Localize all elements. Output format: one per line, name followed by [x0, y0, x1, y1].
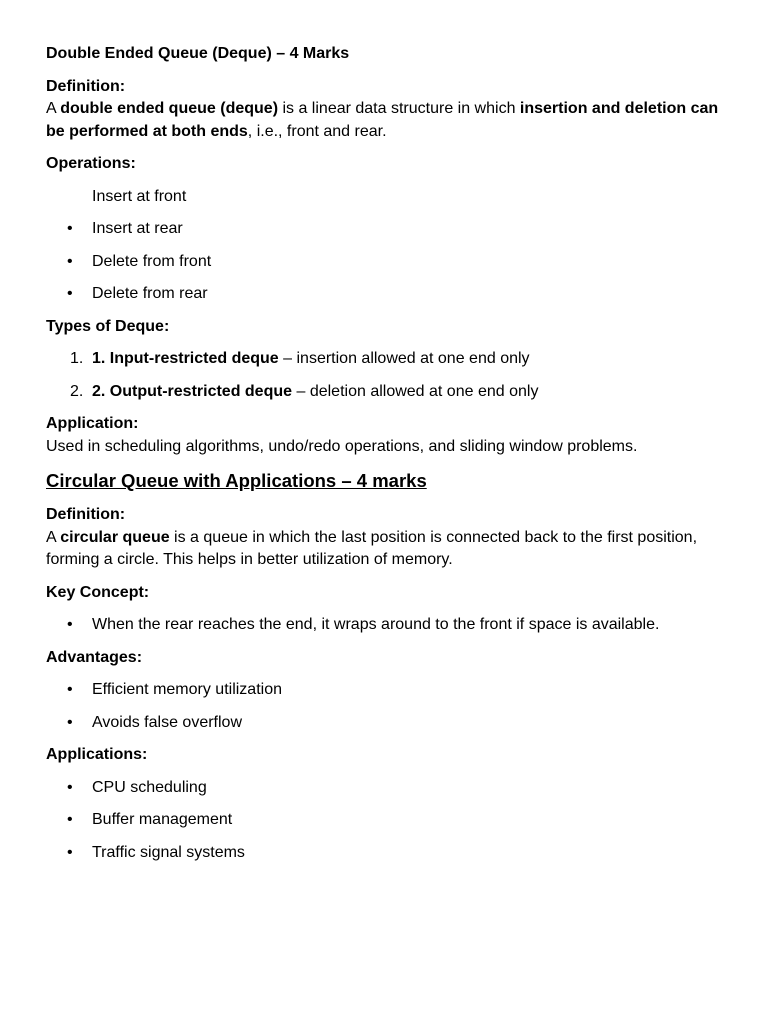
list-item: • Delete from front [46, 251, 728, 274]
deque-title: Double Ended Queue (Deque) – 4 Marks [46, 45, 350, 62]
deque-application-text: Used in scheduling algorithms, undo/redo operations, and sliding window problems. [46, 437, 638, 455]
deque-application-label: Application: [46, 415, 139, 432]
bullet-icon: • [67, 811, 73, 828]
bullet-icon: • [67, 285, 73, 302]
bullet-icon: • [67, 778, 73, 796]
circular-definition-text: A circular queue is a queue in which the last position is connected back to the first position, forming a circle. This helps in better utilization of memory. [46, 528, 698, 568]
list-item: • Avoids false overflow [46, 712, 728, 735]
deque-types-label: Types of Deque: [46, 317, 170, 335]
bullet-icon: • [67, 843, 73, 861]
list-item: 2. 2. Output-restricted deque – deletion allowed at one end only [70, 382, 539, 400]
circular-advantages-list [46, 679, 728, 734]
list-item: Insert at front [92, 187, 187, 205]
bullet-icon: • [67, 220, 73, 237]
bullet-icon: • [67, 252, 73, 270]
list-item: • Buffer management [46, 809, 728, 832]
list-item: • Insert at rear [46, 218, 728, 241]
circular-advantages-label: Advantages: [46, 648, 143, 666]
deque-types-list [46, 348, 728, 403]
list-item: • Traffic signal systems [46, 842, 728, 865]
bullet-icon: • [67, 713, 73, 731]
list-item: • Efficient memory utilization [46, 679, 728, 702]
list-item: 1. 1. Input-restricted deque – insertion allowed at one end only [70, 350, 530, 367]
circular-definition-label: Definition: [46, 506, 126, 523]
bullet-icon: • [67, 681, 73, 698]
deque-definition-label: Definition: [46, 77, 126, 95]
circular-applications-list [46, 777, 728, 865]
list-item: • When the rear reaches the end, it wraps around to the front if space is available. [46, 614, 728, 637]
deque-operations-label: Operations: [46, 155, 136, 172]
list-item: • Delete from rear [46, 283, 728, 306]
bullet-icon: • [67, 616, 73, 633]
circular-queue-title: Circular Queue with Applications – 4 marks [46, 470, 427, 491]
circular-key-concept-list [46, 614, 728, 637]
circular-applications-label: Applications: [46, 746, 148, 763]
circular-key-concept-label: Key Concept: [46, 583, 150, 601]
deque-definition-text: A double ended queue (deque) is a linear data structure in which insertion and deletion can be performed at both ends, i.e., front and rear. [46, 100, 719, 140]
list-item: • CPU scheduling [46, 777, 728, 800]
deque-operations-list [46, 186, 728, 306]
